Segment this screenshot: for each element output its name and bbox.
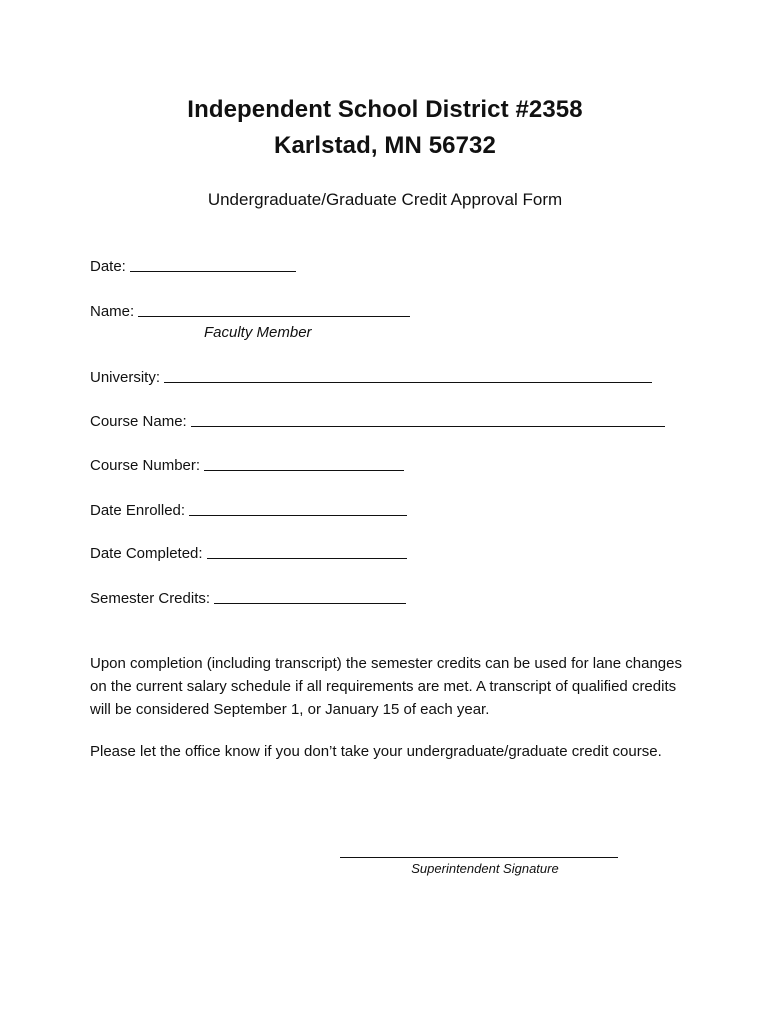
course-number-label: Course Number: (90, 457, 201, 474)
date-enrolled-input-line[interactable] (189, 503, 407, 516)
name-field (90, 303, 410, 320)
date-completed-input-line[interactable] (207, 546, 407, 559)
course-name-input-line[interactable] (191, 414, 665, 427)
university-field (90, 369, 652, 386)
semester-credits-input-line[interactable] (214, 591, 406, 604)
signature-line[interactable] (340, 857, 618, 858)
name-input-line[interactable] (138, 304, 410, 317)
credits-policy-paragraph: Upon completion (including transcript) the semester credits can be used for lane changes on the current salary schedule if all requirements are met. A transcript of qualified credits will be considered September 1, or January 15 of each year. (90, 655, 682, 718)
university-label: University: (90, 369, 161, 386)
signature-caption: Superintendent Signature (411, 861, 559, 876)
date-completed-field (90, 545, 407, 562)
course-number-field (90, 457, 404, 474)
date-enrolled-label: Date Enrolled: (90, 502, 186, 519)
name-label: Name: (90, 303, 135, 320)
form-title: Undergraduate/Graduate Credit Approval Form (207, 190, 563, 209)
course-name-field (90, 413, 665, 430)
course-number-input-line[interactable] (204, 458, 404, 471)
course-name-label: Course Name: (90, 413, 187, 430)
district-address: Karlstad, MN 56732 (274, 132, 496, 159)
university-input-line[interactable] (164, 370, 652, 383)
date-input-line[interactable] (130, 259, 296, 272)
date-field (90, 258, 296, 275)
notify-office-paragraph: Please let the office know if you don’t take your undergraduate/graduate credit course. (90, 743, 662, 760)
date-completed-label: Date Completed: (90, 545, 203, 562)
date-label: Date: (90, 258, 126, 275)
district-name: Independent School District #2358 (187, 96, 583, 123)
semester-credits-label: Semester Credits: (90, 590, 211, 607)
semester-credits-field (90, 590, 406, 607)
date-enrolled-field (90, 502, 407, 519)
faculty-member-caption: Faculty Member (204, 324, 312, 341)
